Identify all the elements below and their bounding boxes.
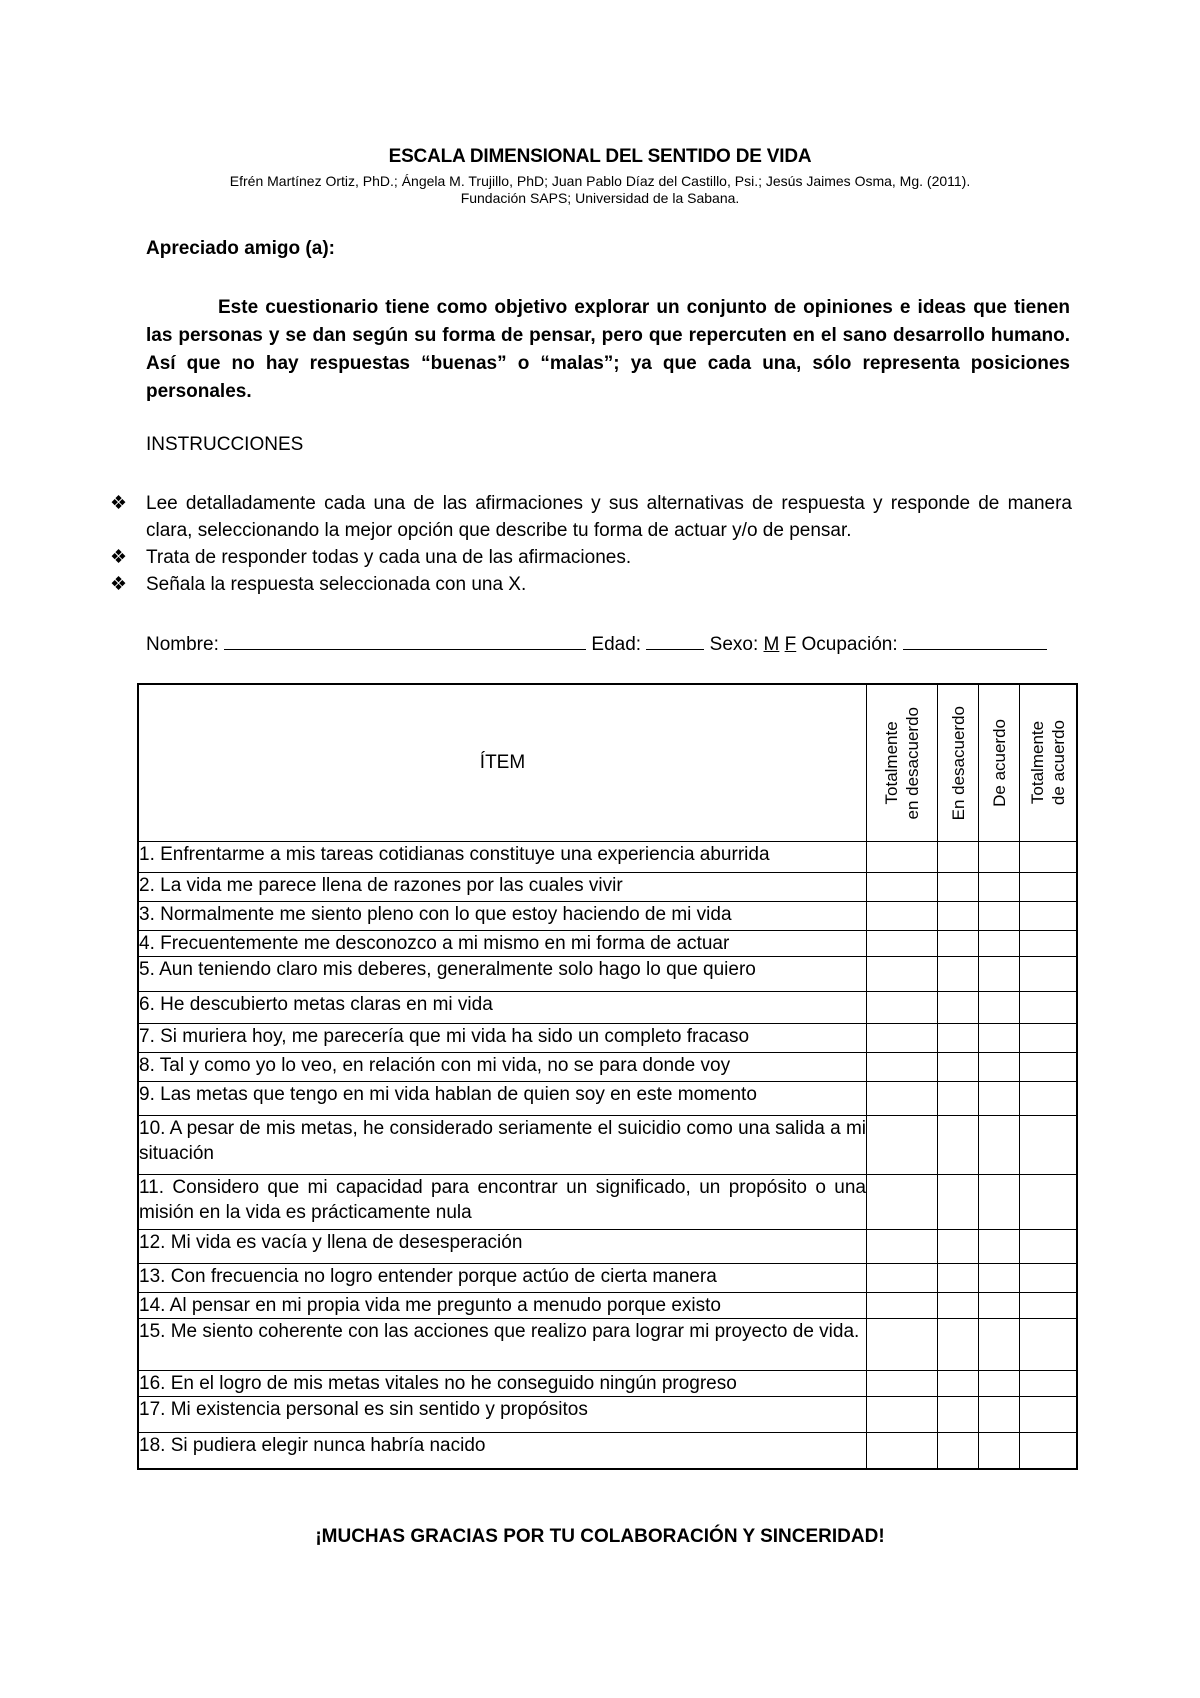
answer-cell-disagree[interactable] bbox=[938, 1082, 979, 1116]
table-row bbox=[138, 1082, 1077, 1116]
answer-cell-disagree[interactable] bbox=[938, 1024, 979, 1053]
answer-cell-totally-agree[interactable] bbox=[1020, 1024, 1078, 1053]
answer-cell-totally-agree[interactable] bbox=[1020, 1116, 1078, 1175]
answer-cell-totally-agree[interactable] bbox=[1020, 992, 1078, 1024]
table-row bbox=[138, 1175, 1077, 1230]
item-text: 9. Las metas que tengo en mi vida hablan de quien soy en este momento bbox=[138, 1082, 867, 1116]
answer-cell-disagree[interactable] bbox=[938, 957, 979, 992]
answer-cell-totally-disagree[interactable] bbox=[867, 1024, 938, 1053]
answer-cell-totally-disagree[interactable] bbox=[867, 1397, 938, 1433]
answer-cell-totally-disagree[interactable] bbox=[867, 1116, 938, 1175]
answer-cell-totally-agree[interactable] bbox=[1020, 1230, 1078, 1264]
column-header-disagree bbox=[938, 684, 979, 842]
greeting: Apreciado amigo (a): bbox=[146, 238, 335, 259]
answer-cell-agree[interactable] bbox=[979, 1264, 1020, 1293]
answer-cell-totally-disagree[interactable] bbox=[867, 902, 938, 931]
item-text: 1. Enfrentarme a mis tareas cotidianas constituye una experiencia aburrida bbox=[138, 842, 867, 873]
answer-cell-totally-disagree[interactable] bbox=[867, 1293, 938, 1319]
respondent-form bbox=[146, 630, 1076, 656]
authors-block bbox=[0, 173, 1200, 207]
age-field[interactable] bbox=[646, 630, 704, 650]
column-header-line: de acuerdo bbox=[1049, 720, 1068, 806]
instruction-item bbox=[110, 490, 1072, 544]
table-row bbox=[138, 1397, 1077, 1433]
answer-cell-totally-agree[interactable] bbox=[1020, 1293, 1078, 1319]
authors-line: Efrén Martínez Ortiz, PhD.; Ángela M. Trujillo, PhD; Juan Pablo Díaz del Castillo, Psi.; Jesús Jaimes Osma, Mg. (2011). bbox=[229, 173, 971, 189]
answer-cell-disagree[interactable] bbox=[938, 1175, 979, 1230]
answer-cell-agree[interactable] bbox=[979, 873, 1020, 902]
answer-cell-agree[interactable] bbox=[979, 1053, 1020, 1082]
survey-table bbox=[137, 683, 1078, 1470]
instruction-text: Trata de responder todas y cada una de las afirmaciones. bbox=[146, 547, 632, 568]
table-row bbox=[138, 957, 1077, 992]
table-row bbox=[138, 1319, 1077, 1371]
column-header-line: Totalmente bbox=[1028, 721, 1047, 805]
instructions-title: INSTRUCCIONES bbox=[146, 434, 304, 455]
column-header-line: en desacuerdo bbox=[903, 706, 922, 820]
survey-body bbox=[138, 842, 1077, 1469]
item-text: 3. Normalmente me siento pleno con lo que estoy haciendo de mi vida bbox=[138, 902, 867, 931]
answer-cell-disagree[interactable] bbox=[938, 1116, 979, 1175]
answer-cell-totally-disagree[interactable] bbox=[867, 992, 938, 1024]
sex-option-m[interactable]: M bbox=[763, 634, 780, 655]
table-row bbox=[138, 1053, 1077, 1082]
answer-cell-totally-disagree[interactable] bbox=[867, 1371, 938, 1397]
instruction-item bbox=[110, 571, 1072, 598]
table-row bbox=[138, 902, 1077, 931]
answer-cell-disagree[interactable] bbox=[938, 873, 979, 902]
instruction-text: Lee detalladamente cada una de las afirmaciones y sus alternativas de respuesta y responde de manera clara, seleccionando la mejor opción que describe tu forma de actuar y/o de pensar. bbox=[146, 493, 1072, 541]
table-row bbox=[138, 931, 1077, 957]
answer-cell-totally-disagree[interactable] bbox=[867, 1433, 938, 1469]
answer-cell-agree[interactable] bbox=[979, 957, 1020, 992]
answer-cell-totally-agree[interactable] bbox=[1020, 1082, 1078, 1116]
answer-cell-totally-disagree[interactable] bbox=[867, 1175, 938, 1230]
answer-cell-totally-disagree[interactable] bbox=[867, 1264, 938, 1293]
answer-cell-totally-agree[interactable] bbox=[1020, 873, 1078, 902]
column-header-line: De acuerdo bbox=[989, 719, 1009, 807]
column-header-agree bbox=[979, 684, 1020, 842]
answer-cell-totally-disagree[interactable] bbox=[867, 1053, 938, 1082]
answer-cell-disagree[interactable] bbox=[938, 992, 979, 1024]
answer-cell-totally-agree[interactable] bbox=[1020, 1319, 1078, 1371]
intro-paragraph: Este cuestionario tiene como objetivo explorar un conjunto de opiniones e ideas que tienen las personas y se dan según su forma de pensar, pero que repercuten en el sano desarrollo humano. Así que no hay respuestas “buenas” o “malas”; ya que cada una, sólo representa posiciones personales. bbox=[146, 297, 1070, 402]
table-row bbox=[138, 1024, 1077, 1053]
table-row bbox=[138, 1293, 1077, 1319]
diamond-bullet-icon: ❖ bbox=[110, 574, 128, 595]
diamond-bullet-icon: ❖ bbox=[110, 547, 128, 568]
item-text: 8. Tal y como yo lo veo, en relación con mi vida, no se para donde voy bbox=[138, 1053, 867, 1082]
sex-label: Sexo: bbox=[709, 634, 759, 655]
table-row bbox=[138, 1230, 1077, 1264]
answer-cell-totally-disagree[interactable] bbox=[867, 842, 938, 873]
answer-cell-disagree[interactable] bbox=[938, 1319, 979, 1371]
item-text: 17. Mi existencia personal es sin sentido y propósitos bbox=[138, 1397, 867, 1433]
answer-cell-disagree[interactable] bbox=[938, 1230, 979, 1264]
item-text: 12. Mi vida es vacía y llena de desesperación bbox=[138, 1230, 867, 1264]
column-header-totally-disagree bbox=[867, 684, 938, 842]
table-row bbox=[138, 1116, 1077, 1175]
answer-cell-agree[interactable] bbox=[979, 1116, 1020, 1175]
answer-cell-agree[interactable] bbox=[979, 1371, 1020, 1397]
item-text: 6. He descubierto metas claras en mi vida bbox=[138, 992, 867, 1024]
instruction-text: Señala la respuesta seleccionada con una X. bbox=[146, 574, 527, 595]
answer-cell-agree[interactable] bbox=[979, 1175, 1020, 1230]
answer-cell-totally-agree[interactable] bbox=[1020, 902, 1078, 931]
table-row bbox=[138, 873, 1077, 902]
answer-cell-agree[interactable] bbox=[979, 902, 1020, 931]
answer-cell-agree[interactable] bbox=[979, 1319, 1020, 1371]
answer-cell-totally-agree[interactable] bbox=[1020, 842, 1078, 873]
answer-cell-agree[interactable] bbox=[979, 1230, 1020, 1264]
answer-cell-totally-disagree[interactable] bbox=[867, 957, 938, 992]
column-header-line: Totalmente bbox=[882, 721, 901, 805]
item-text: 13. Con frecuencia no logro entender porque actúo de cierta manera bbox=[138, 1264, 867, 1293]
answer-cell-disagree[interactable] bbox=[938, 1371, 979, 1397]
document-title: ESCALA DIMENSIONAL DEL SENTIDO DE VIDA bbox=[388, 146, 812, 167]
answer-cell-totally-disagree[interactable] bbox=[867, 931, 938, 957]
institution-line: Fundación SAPS; Universidad de la Sabana. bbox=[460, 190, 740, 206]
table-row bbox=[138, 1264, 1077, 1293]
answer-cell-agree[interactable] bbox=[979, 1024, 1020, 1053]
instruction-item bbox=[110, 544, 1072, 571]
answer-cell-disagree[interactable] bbox=[938, 1264, 979, 1293]
answer-cell-totally-disagree[interactable] bbox=[867, 873, 938, 902]
table-row bbox=[138, 1371, 1077, 1397]
answer-cell-agree[interactable] bbox=[979, 842, 1020, 873]
item-text: 15. Me siento coherente con las acciones que realizo para lograr mi proyecto de vida. bbox=[138, 1319, 867, 1371]
sex-option-f[interactable]: F bbox=[784, 634, 797, 655]
answer-cell-totally-agree[interactable] bbox=[1020, 1264, 1078, 1293]
column-header-line: En desacuerdo bbox=[948, 705, 968, 821]
answer-cell-totally-agree[interactable] bbox=[1020, 1371, 1078, 1397]
name-label: Nombre: bbox=[146, 634, 219, 655]
answer-cell-disagree[interactable] bbox=[938, 1293, 979, 1319]
answer-cell-totally-agree[interactable] bbox=[1020, 1175, 1078, 1230]
occupation-field[interactable] bbox=[903, 630, 1047, 650]
age-label: Edad: bbox=[591, 634, 642, 655]
answer-cell-totally-agree[interactable] bbox=[1020, 1053, 1078, 1082]
answer-cell-totally-agree[interactable] bbox=[1020, 957, 1078, 992]
item-text: 14. Al pensar en mi propia vida me pregunto a menudo porque existo bbox=[138, 1293, 867, 1319]
name-field[interactable] bbox=[224, 630, 586, 650]
answer-cell-disagree[interactable] bbox=[938, 931, 979, 957]
answer-cell-disagree[interactable] bbox=[938, 1433, 979, 1469]
occupation-label: Ocupación: bbox=[801, 634, 898, 655]
table-row bbox=[138, 842, 1077, 873]
answer-cell-agree[interactable] bbox=[979, 931, 1020, 957]
answer-cell-totally-agree[interactable] bbox=[1020, 1433, 1078, 1469]
answer-cell-agree[interactable] bbox=[979, 992, 1020, 1024]
item-text: 5. Aun teniendo claro mis deberes, generalmente solo hago lo que quiero bbox=[138, 957, 867, 992]
answer-cell-disagree[interactable] bbox=[938, 1397, 979, 1433]
thanks-message: ¡MUCHAS GRACIAS POR TU COLABORACIÓN Y SINCERIDAD! bbox=[315, 1526, 885, 1547]
column-header-totally-agree bbox=[1020, 684, 1078, 842]
answer-cell-agree[interactable] bbox=[979, 1397, 1020, 1433]
answer-cell-agree[interactable] bbox=[979, 1082, 1020, 1116]
item-text: 16. En el logro de mis metas vitales no he conseguido ningún progreso bbox=[138, 1371, 867, 1397]
answer-cell-totally-agree[interactable] bbox=[1020, 1397, 1078, 1433]
diamond-bullet-icon: ❖ bbox=[110, 493, 128, 514]
item-text: 11. Considero que mi capacidad para encontrar un significado, un propósito o una misión en la vida es prácticamente nula bbox=[138, 1175, 867, 1230]
answer-cell-disagree[interactable] bbox=[938, 842, 979, 873]
answer-cell-totally-disagree[interactable] bbox=[867, 1230, 938, 1264]
answer-cell-disagree[interactable] bbox=[938, 902, 979, 931]
item-text: 2. La vida me parece llena de razones por las cuales vivir bbox=[138, 873, 867, 902]
item-column-header: ÍTEM bbox=[138, 684, 867, 842]
item-text: 18. Si pudiera elegir nunca habría nacido bbox=[138, 1433, 867, 1469]
item-text: 10. A pesar de mis metas, he considerado seriamente el suicidio como una salida a mi situación bbox=[138, 1116, 867, 1175]
answer-cell-disagree[interactable] bbox=[938, 1053, 979, 1082]
table-row bbox=[138, 1433, 1077, 1469]
answer-cell-agree[interactable] bbox=[979, 1433, 1020, 1469]
answer-cell-agree[interactable] bbox=[979, 1293, 1020, 1319]
item-text: 7. Si muriera hoy, me parecería que mi vida ha sido un completo fracaso bbox=[138, 1024, 867, 1053]
table-header-row bbox=[138, 684, 1077, 842]
answer-cell-totally-agree[interactable] bbox=[1020, 931, 1078, 957]
item-text: 4. Frecuentemente me desconozco a mi mismo en mi forma de actuar bbox=[138, 931, 867, 957]
answer-cell-totally-disagree[interactable] bbox=[867, 1319, 938, 1371]
answer-cell-totally-disagree[interactable] bbox=[867, 1082, 938, 1116]
table-row bbox=[138, 992, 1077, 1024]
instructions-list bbox=[110, 490, 1072, 598]
